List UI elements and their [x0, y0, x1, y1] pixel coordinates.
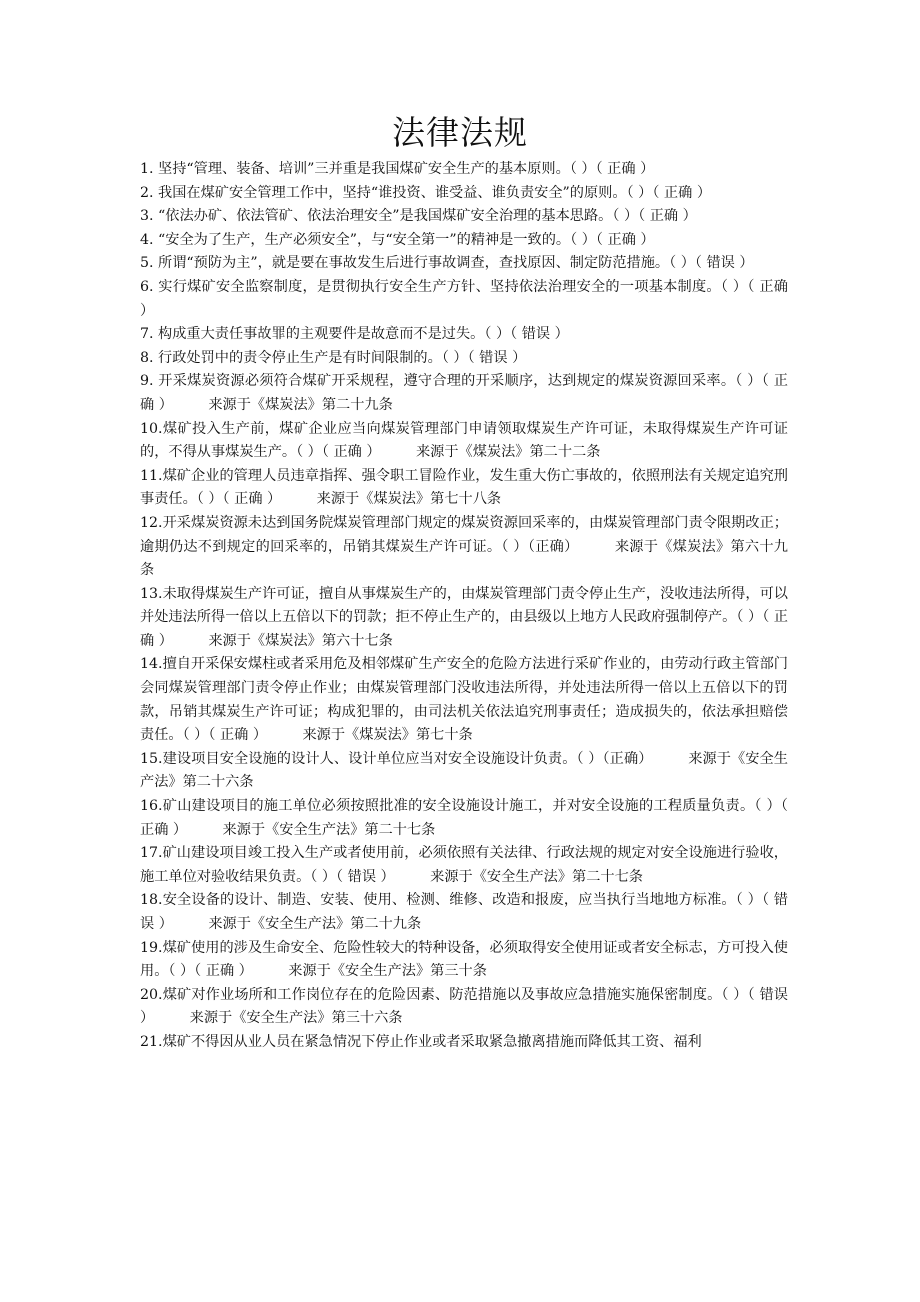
question-item-8: 8. 行政处罚中的责令停止生产是有时间限制的。（ ）（ 错误 ）: [140, 349, 527, 366]
question-item-4: 4. “安全为了生产，生产必须安全”，与“安全第一”的精神是一致的。（ ）（ 正确 ）: [140, 231, 655, 248]
question-item-2: 2. 我国在煤矿安全管理工作中，坚持“谁投资、谁受益、谁负责安全”的原则。（ ）（ 正确 ）: [140, 184, 712, 201]
question-item-11: 11.煤矿企业的管理人员违章指挥、强令职工冒险作业，发生重大伤亡事故的，依照刑法有关规定追究刑事责任。（ ）（ 正确 ） 来源于《煤炭法》第七十八条: [140, 467, 788, 508]
question-item-9: 9. 开采煤炭资源必须符合煤矿开采规程，遵守合理的开采顺序，达到规定的煤炭资源回采率。（ ）（ 正确 ） 来源于《煤炭法》第二十九条: [140, 373, 788, 413]
question-item-5: 5. 所谓“预防为主”，就是要在事故发生后进行事故调查，查找原因、制定防范措施。（ ）（ 错误 ）: [140, 255, 754, 272]
question-item-6: 6. 实行煤矿安全监察制度，是贯彻执行安全生产方针、坚持依法治理安全的一项基本制度。（ ）（ 正确 ）: [140, 278, 788, 319]
question-item-19: 19.煤矿使用的涉及生命安全、危险性较大的特种设备，必须取得安全使用证或者安全标志，方可投入使用。（ ）（ 正确 ） 来源于《安全生产法》第三十条: [140, 939, 788, 980]
question-item-21: 21.煤矿不得因从业人员在紧急情况下停止作业或者采取紧急撤离措施而降低其工资、福利: [140, 1033, 702, 1050]
document-body: [140, 158, 788, 1055]
question-item-12: 12.开采煤炭资源未达到国务院煤炭管理部门规定的煤炭资源回采率的，由煤炭管理部门责令限期改正；逾期仍达不到规定的回采率的，吊销其煤炭生产许可证。（ ）（正确） 来源于《煤炭法》第六十九条: [140, 514, 788, 579]
question-item-14: 14.擅自开采保安煤柱或者采用危及相邻煤矿生产安全的危险方法进行采矿作业的，由劳动行政主管部门会同煤炭管理部门责令停止作业；由煤炭管理部门没收违法所得，并处违法所得一倍以上五倍以下的罚款，吊销其煤炭生产许可证；构成犯罪的，由司法机关依法追究刑事责任；造成损失的，依法承担赔偿责任。（ ）（ 正确 ） 来源于《煤炭法》第七十条: [140, 656, 788, 744]
question-item-10: 10.煤矿投入生产前，煤矿企业应当向煤炭管理部门申请领取煤炭生产许可证，未取得煤炭生产许可证的，不得从事煤炭生产。（ ）（ 正确 ） 来源于《煤炭法》第二十二条: [140, 420, 788, 461]
question-item-1: 1. 坚持“管理、装备、培训”三并重是我国煤矿安全生产的基本原则。（ ）（ 正确 ）: [140, 161, 655, 177]
question-item-18: 18.安全设备的设计、制造、安装、使用、检测、维修、改造和报废，应当执行当地地方标准。（ ）（ 错误 ） 来源于《安全生产法》第二十九条: [140, 892, 788, 932]
question-item-16: 16.矿山建设项目的施工单位必须按照批准的安全设施设计施工，并对安全设施的工程质量负责。（ ）（ 正确 ） 来源于《安全生产法》第二十七条: [140, 798, 788, 838]
question-item-13: 13.未取得煤炭生产许可证，擅自从事煤炭生产的，由煤炭管理部门责令停止生产，没收违法所得，可以并处违法所得一倍以上五倍以下的罚款；拒不停止生产的，由县级以上地方人民政府强制停产。（ ）（ 正确 ） 来源于《煤炭法》第六十七条: [140, 585, 788, 649]
question-item-20: 20.煤矿对作业场所和工作岗位存在的危险因素、防范措施以及事故应急措施实施保密制度。（ ）（ 错误 ） 来源于《安全生产法》第三十六条: [140, 986, 788, 1027]
question-item-3: 3. “依法办矿、依法管矿、依法治理安全”是我国煤矿安全治理的基本思路。（ ）（ 正确 ）: [140, 208, 697, 225]
question-item-17: 17.矿山建设项目竣工投入生产或者使用前，必须依照有关法律、行政法规的规定对安全设施进行验收，施工单位对验收结果负责。（ ）（ 错误 ） 来源于《安全生产法》第二十七条: [140, 845, 788, 885]
question-item-7: 7. 构成重大责任事故罪的主观要件是故意而不是过失。（ ）（ 错误 ）: [140, 326, 569, 343]
document-title: 法律法规: [392, 113, 528, 152]
question-item-15: 15.建设项目安全设施的设计人、设计单位应当对安全设施设计负责。（ ）（正确） 来源于《安全生产法》第二十六条: [140, 750, 788, 791]
